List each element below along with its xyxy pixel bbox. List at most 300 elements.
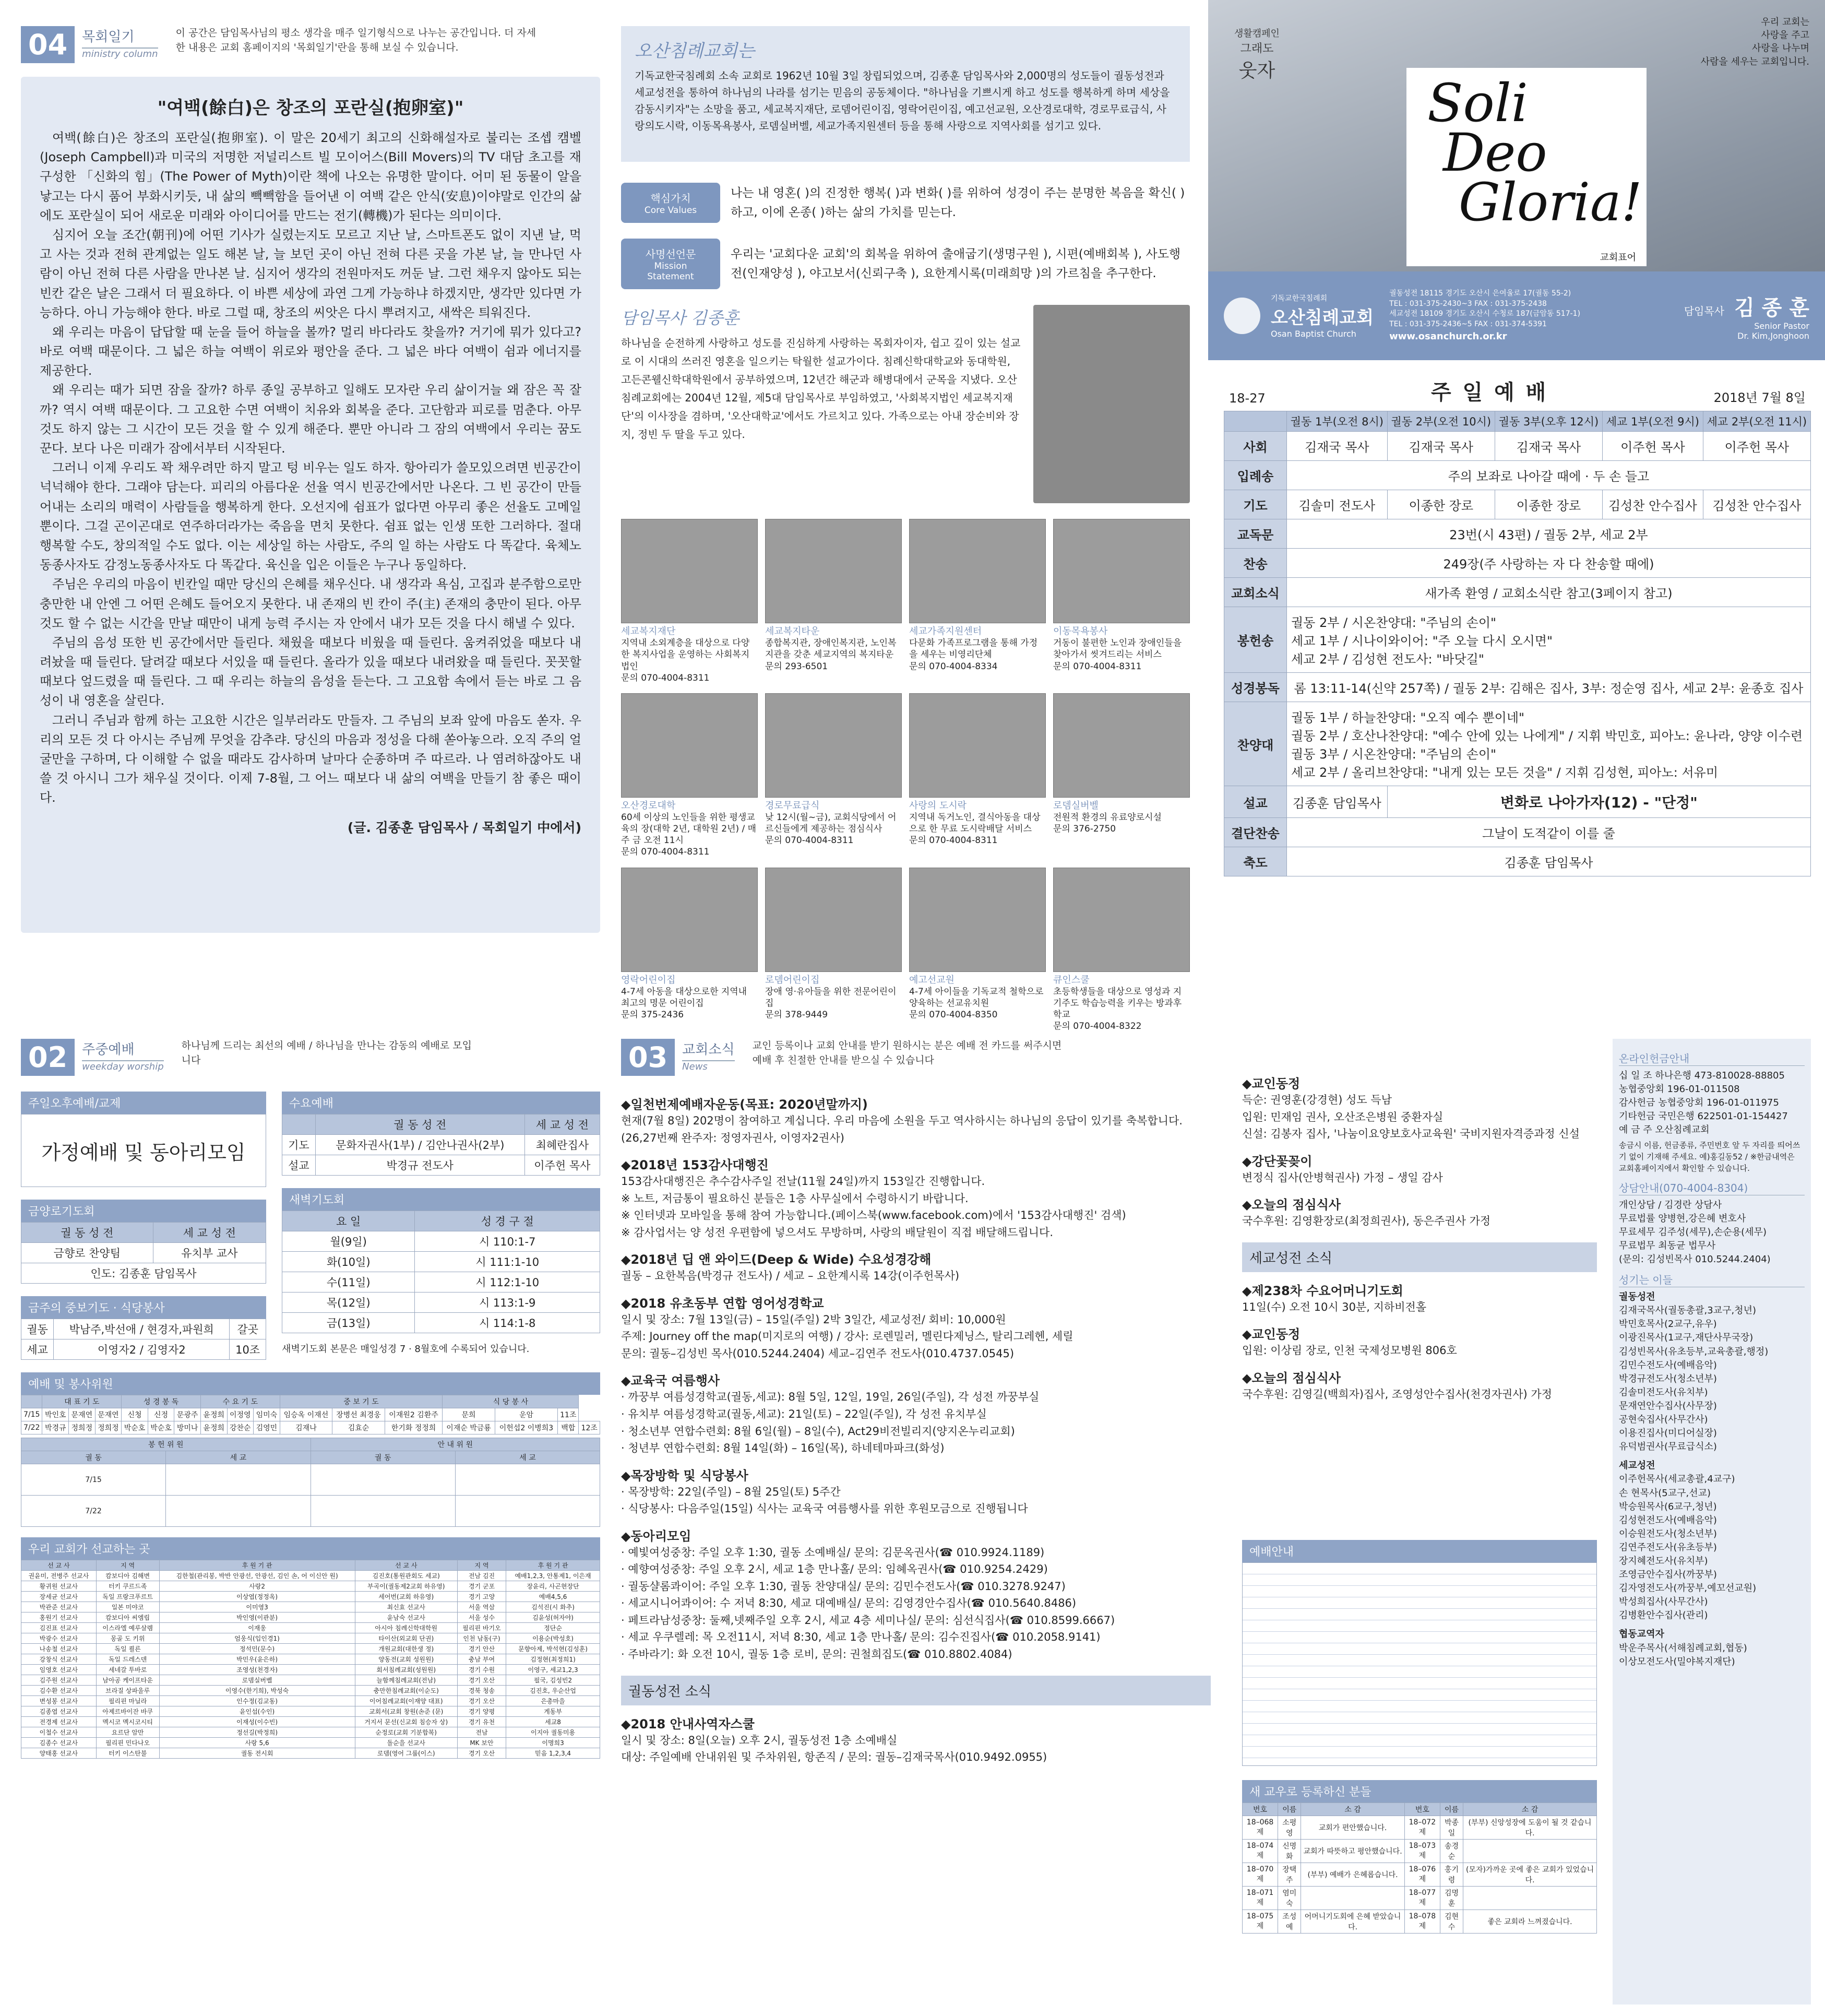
line: 세교 2부 / 올리브찬양대: "내게 있는 모든 것을" / 지휘 김성현, 피아노: 서유미	[1291, 765, 1719, 780]
news-heading: ◆2018년 153감사대행진	[621, 1158, 769, 1173]
cell: 경북 청송	[457, 1686, 506, 1696]
cell: 신명화	[1278, 1840, 1301, 1863]
worship-schedule-table	[1242, 1562, 1597, 1766]
cell: 18–073제	[1404, 1840, 1440, 1863]
pastor-info	[1684, 291, 1809, 341]
counseling-line: 무료세무 김주성(세무),손순용(세무)	[1619, 1226, 1767, 1238]
worship-row	[1224, 578, 1811, 607]
table-row	[21, 1421, 600, 1434]
table-row	[21, 1665, 600, 1675]
cell	[1463, 1840, 1597, 1863]
ministry-name: 이동목욕봉사	[1053, 626, 1108, 637]
table-row	[1243, 1816, 1597, 1840]
address-line: 세교성전 18109 경기도 오산시 수청로 187(금암동 517-1)	[1389, 310, 1581, 318]
col-header: 식 당 봉 사	[443, 1395, 579, 1408]
cell: 독일 쾰른	[96, 1644, 159, 1654]
cell: 박민우(윤은하)	[159, 1654, 355, 1665]
cell: 세 교	[455, 1451, 600, 1464]
ministry-phone: 문의 070-4004-8311	[765, 835, 854, 846]
news-text: · 예빛여성중창: 주일 오후 1:30, 궐동 소예배실/ 문의: 김문옥권사(☎ 010.9924.1189)	[621, 1546, 1045, 1559]
cell: 이미영3	[159, 1602, 355, 1612]
staff-group-label: 협동교역자	[1619, 1629, 1664, 1640]
cell: 순정로(교회 기분합복)	[355, 1727, 457, 1738]
cell: 필리핀 마닐라	[96, 1696, 159, 1706]
cell: 김한철(관리봉, 박반 안광선, 안광선, 김인 손, 어 이신안 원)	[159, 1571, 355, 1581]
news-heading: ◆일천번제예배자운동(목표: 2020년말까지)	[621, 1097, 868, 1112]
table-row	[21, 1633, 600, 1644]
cell: 18–071제	[1243, 1887, 1278, 1910]
cell: 경기 오산	[457, 1675, 506, 1686]
section-number: 03	[621, 1039, 675, 1076]
ministry-photo	[1053, 519, 1190, 623]
cell: 필리핀 민다나오	[96, 1738, 159, 1748]
cell: 김진표 선교사	[21, 1623, 97, 1633]
section-description: 교인 등록이나 교회 안내를 받기 원하시는 분은 예배 전 카드를 써주시면 예배 후 친절한 안내를 받으실 수 있습니다	[752, 1040, 1062, 1066]
staff-line: 김재국목사(궐동총괄,3교구,청년)	[1619, 1305, 1756, 1317]
line: 궐동 3부 / 시온찬양대: "주님의 손이"	[1291, 747, 1497, 762]
cell: 정희정	[95, 1421, 122, 1434]
essay-paragraph: 그러니 주님과 함께 하는 고요한 시간은 일부러라도 만들자. 그 주님의 보좌 앞에 마음도 쏟자. 우리의 모든 것 다 아시는 주님께 무엇을 감추랴. 당신의 마음과 정성을 다해 쏟아놓으라. 오직 주의 얼굴만을 구하며, 다 이해할 수 없을 때라도 감사하며 날마다 순종하며 주 따르라. 나 염려하잖아도 내 쓸 것 아시니 그가 채우실 것이다. 이제 7-8월, 그 어느 때보다 내 삶의 여백을 만들기 참 좋은 때이다.	[40, 713, 581, 805]
cell: 세네갈 투바로	[96, 1665, 159, 1675]
table-row	[21, 1623, 600, 1633]
line: 궐동 2부 / 시온찬양대: "주님의 손이"	[1291, 615, 1497, 630]
cell	[1463, 1887, 1597, 1910]
cell: 김종엽 선교사	[21, 1706, 97, 1717]
ministry-card	[621, 519, 758, 684]
denomination: 기독교한국침례회	[1271, 294, 1328, 303]
missions-table	[21, 1560, 600, 1759]
table-header-row	[282, 1211, 600, 1231]
weekday-top	[21, 1092, 600, 1360]
col-header: 중 보 기 도	[280, 1395, 443, 1408]
section-subtitle: News	[682, 1061, 708, 1072]
cell: 터키 이스탄불	[96, 1748, 159, 1759]
cell: 인도: 김종훈 담임목사	[21, 1263, 266, 1284]
title-line: Soli	[1427, 73, 1528, 134]
staff-line: 문재연안수집사(사무장)	[1619, 1400, 1717, 1412]
ministry-card	[765, 519, 902, 684]
church-name-en: Osan Baptist Church	[1271, 329, 1356, 339]
cell	[1287, 702, 1811, 786]
address-line: 궐동성전 18115 경기도 오산시 은여울로 17(궐동 55-2)	[1389, 289, 1571, 298]
pastor-name: 김 종 훈	[1734, 295, 1809, 320]
essay-signature: (글. 김종훈 담임목사 / 목회일기 中에서)	[347, 820, 581, 835]
cell: 김수환 선교사	[21, 1686, 97, 1696]
cell: 게동부	[506, 1706, 600, 1717]
news-text: 153감사대행진은 추수감사주일 전날(11월 24일)까지 153일간 진행합니다.	[621, 1175, 985, 1188]
table-row	[282, 1135, 600, 1155]
cell: 7/22	[21, 1496, 166, 1527]
cell: 박남주,박선애 / 현경자,파원희	[54, 1319, 230, 1339]
essay-paragraph: 왜 우리는 마음이 답답할 때 눈을 들어 하늘을 볼까? 멀리 바다라도 찾을까? 거기에 뭐가 있다고? 바로 여백 때문이다. 그 넓은 하늘 여백이 위로와 평안을 준다. 그 넓은 바다 여백이 쉼과 에너지를 제공한다.	[40, 324, 581, 378]
cell: 김솔미 전도사	[1287, 490, 1388, 519]
sermon-preacher: 김종훈 담임목사	[1287, 786, 1388, 818]
afternoon-worship-value: 가정예배 및 동아리모임	[21, 1114, 266, 1187]
mission-label: 사명선언문	[645, 248, 696, 260]
counseling-line: (문의: 김성빈목사 010.5244.2404)	[1619, 1254, 1771, 1265]
cell: 김정현(최정희1)	[506, 1654, 600, 1665]
cell: 필국, 김성빈2	[506, 1675, 600, 1686]
cell: 소 감	[1301, 1803, 1404, 1816]
staff-line: 장지혜전도사(유치부)	[1619, 1555, 1708, 1567]
online-offering-line: 농협중앙회 196-01-011508	[1619, 1084, 1740, 1095]
news-heading: ◆목장방학 및 식당봉사	[621, 1468, 748, 1483]
cell: 윤정희	[200, 1421, 227, 1434]
cell: 문향아제, 박석현(김성훈)	[506, 1644, 600, 1654]
cell: 목(12일)	[282, 1292, 415, 1313]
ministry-photo	[1053, 693, 1190, 798]
section-header	[21, 26, 600, 63]
col-header: 성 경 봉 독	[122, 1395, 201, 1408]
essay-paragraph: 여백(餘白)은 창조의 포란실(抱卵室). 이 말은 20세기 최고의 신화해설자로 불리는 조셉 캠벨(Joseph Campbell)과 미국의 저명한 저널리스트 빌 모이어스(Bill Movers)의 TV 대담 초고를 재구성한 「신화의 힘」(The Power of Myth)이란 책에 나오는 유명한 말이다. 어미 된 동물이 알을 낳고는 다시 품어 부화시키듯, 내 삶의 빽빽함을 들어낸 이 여백 같은 안식(安息)이야말로 인간의 삶에도 포란실이 되어 새로운 미래와 아이디어를 만드는 전기(轉機)가 된다는 의미이다.	[40, 131, 581, 223]
cover-title	[1406, 68, 1647, 266]
cell: 서울 성수	[457, 1612, 506, 1623]
cell: 세어번(교회 하유영)	[355, 1592, 457, 1602]
cell: 이름	[1440, 1803, 1463, 1816]
cell: 이영구, 세교1,2,3	[506, 1665, 600, 1675]
cell: 아제르바이잔 바쿠	[96, 1706, 159, 1717]
cell: 시 113:1-9	[415, 1292, 600, 1313]
table-row	[21, 1496, 600, 1527]
cell: 정단순	[506, 1623, 600, 1633]
cell: 교회서(교회 창원(손준 (문)	[355, 1706, 457, 1717]
sekyo-news-header: 세교성전 소식	[1242, 1242, 1597, 1272]
worship-row	[1224, 847, 1811, 876]
cell: 소평영	[1278, 1816, 1301, 1840]
intercession-header: 금주의 중보기도 · 식당봉사	[21, 1296, 266, 1319]
worship-row	[1224, 818, 1811, 847]
cell: 개원교회(대한생 정)	[355, 1644, 457, 1654]
counseling-line: 무료법률 양병현,강은혜 변호사	[1619, 1213, 1746, 1224]
online-offering-line: 예 금 주 오산침례교회	[1619, 1124, 1710, 1136]
cell: 김진호(통원관회도 세교)	[355, 1571, 457, 1581]
cell: 이지아 궐동미용	[506, 1727, 600, 1738]
cell: 세 교	[166, 1451, 311, 1464]
cell: 번호	[1243, 1803, 1278, 1816]
cell: 이영자2 / 김영자2	[54, 1339, 230, 1360]
section-name: 주중예배	[82, 1039, 163, 1061]
row-label: 교회소식	[1224, 578, 1287, 607]
ministry-phone: 문의 375-2436	[621, 1010, 684, 1021]
line: 세교 1부 / 시나이와이어: "주 오늘 다시 오시면"	[1291, 634, 1553, 648]
church-intro-box	[621, 26, 1190, 162]
friday-prayer-table	[21, 1222, 266, 1284]
staff-line: 손 현목사(5교구,선교)	[1619, 1487, 1711, 1499]
table-row	[21, 1748, 600, 1759]
staff-line: 이승원전도사(청소년부)	[1619, 1528, 1717, 1539]
news-text: 궐동 – 요한복음(박경규 전도사) / 세교 – 요한계시록 14강(이주헌목사)	[621, 1270, 960, 1283]
motto-line: 사람을 세우는 교회입니다.	[1700, 56, 1809, 67]
ministry-photo	[621, 693, 758, 798]
dawn-prayer-header: 새벽기도회	[282, 1188, 600, 1211]
section-number: 04	[21, 26, 75, 63]
cell: 7/15	[21, 1408, 42, 1421]
cell: 18–068제	[1243, 1816, 1278, 1840]
worship-row	[1224, 673, 1811, 702]
pastor-photo	[1033, 305, 1190, 503]
cell: 갈곳	[230, 1319, 266, 1339]
ministry-photo-grid	[621, 519, 1190, 1032]
cell: 김재국 목사	[1387, 432, 1495, 461]
mission-en: Mission Statement	[647, 261, 694, 282]
section-description: 하나님께 드리는 최선의 예배 / 하나님을 만나는 감동의 예배로 모입니다	[181, 1040, 472, 1066]
news-heading: ◆교인동정	[1242, 1327, 1301, 1342]
counseling-header: 상담안내(070-4004-8304)	[1619, 1180, 1805, 1195]
weekday-right-col	[282, 1092, 600, 1360]
ministry-name: 오산경로대학	[621, 800, 676, 811]
cell: 김성찬 안수집사	[1703, 490, 1810, 519]
cell: 이종한 장로	[1387, 490, 1495, 519]
cell: 터키 쿠르드족	[96, 1581, 159, 1592]
cell: 타이산(외교회 단권)	[355, 1633, 457, 1644]
motto-line: 사랑을 나누며	[1751, 43, 1809, 54]
cell: 이용순(박성호)	[506, 1633, 600, 1644]
staff-line: 유덕범권사(무료급식소)	[1619, 1441, 1717, 1453]
cell: 김종훈 담임목사	[1287, 847, 1811, 876]
news-heading: ◆오늘의 점심식사	[1242, 1370, 1341, 1385]
staff-line: 김성현전도사(예배음악)	[1619, 1514, 1717, 1526]
cell: 윤정희	[200, 1408, 227, 1421]
website-link[interactable]: www.osanchurch.or.kr	[1389, 330, 1507, 342]
ministry-phone: 문의 376-2750	[1053, 824, 1116, 835]
ministry-photo	[1053, 868, 1190, 972]
cell: 요르단 암만	[96, 1727, 159, 1738]
mission-text: 우리는 '교회다운 교회'의 회복을 위하여 출애굽기(생명구원 ), 시편(예배회복 ), 사도행전(인재양성 ), 야고보서(신뢰구축 ), 요한계시록(미래희망 )의 가르침을 추구한다.	[731, 247, 1181, 280]
cell: 회서침례교회(성원원)	[355, 1665, 457, 1675]
church-addresses	[1389, 289, 1580, 343]
cell: 이스라엘 예루살렘	[96, 1623, 159, 1633]
afternoon-worship-header: 주일오후예배/교제	[21, 1092, 266, 1114]
cell: 시 110:1-7	[415, 1231, 600, 1252]
cell: 12조	[579, 1421, 600, 1434]
cell: 궐동 전시회	[159, 1748, 355, 1759]
ministry-caption	[1053, 800, 1190, 835]
pastor-role-en: Senior Pastor	[1754, 321, 1809, 331]
cell: 이재성(이수빈)	[159, 1717, 355, 1727]
news-text: 주제: Journey off the map(미지로의 여행) / 강사: 로렌밀러, 멜린다제닝스, 탈리그레헨, 세릴	[621, 1330, 1073, 1343]
cell: 일본 미야코	[96, 1602, 159, 1612]
new-members-header: 새 교우로 등록하신 분들	[1242, 1780, 1597, 1802]
table-row	[21, 1339, 266, 1360]
news-heading: ◆교인동정	[1242, 1076, 1301, 1091]
table-row	[21, 1738, 600, 1748]
ministry-photo	[765, 868, 902, 972]
cell: 박종일	[1440, 1816, 1463, 1840]
usher-committee-table	[21, 1438, 600, 1527]
cell: 18–075제	[1243, 1910, 1278, 1934]
cell: 새가족 환영 / 교회소식란 참고(3페이지 참고)	[1287, 578, 1811, 607]
pastor-bio: 하나님을 순전하게 사랑하고 성도를 진심하게 사랑하는 목회자이자, 쉽고 깊이 있는 설교로 이 시대의 쓰러진 영혼을 일으키는 탁월한 설교가이다. 침례신학대학교와 동대학원, 고든콘웰신학대학원에서 공부하였으며, 12년간 해군과 해병대에서 군목을 지냈다. 오산침례교회에는 2004년 12월, 제5대 담임목사로 부임하였고, '사회복지법인 세교복지재단'의 이사장을 겸하며, '오산대학교'에서도 가르치고 있다. 가족으로는 아내 장순비와 장지, 정빈 두 딸을 두고 있다.	[621, 337, 1021, 441]
campaign-slogan: 웃자	[1238, 60, 1275, 81]
staff-line: 박성희집사(사무간사)	[1619, 1596, 1708, 1608]
cell: 아시아 침례신학대학원	[355, 1623, 457, 1633]
cell: 홍원기 선교사	[21, 1612, 97, 1623]
cell: 사랑2	[159, 1581, 355, 1592]
table-subheader-row	[21, 1451, 600, 1464]
cell: 이헌섭2 이병희3	[495, 1421, 557, 1434]
cell: 이주헌 목사	[1603, 432, 1703, 461]
news-heading: ◆강단꽃꽂이	[1242, 1154, 1313, 1169]
worship-date: 2018년 7월 8일	[1713, 390, 1806, 405]
line: 궐동 2부 / 호산나찬양대: "예수 안에 있는 나에게" / 지휘 박민호, 피아노: 윤나라, 양양 이수련	[1291, 729, 1803, 743]
ministry-card	[1053, 693, 1190, 858]
table-row	[21, 1408, 600, 1421]
cell: 이철수 선교사	[21, 1727, 97, 1738]
staff-line: 김병환안수집사(관리)	[1619, 1610, 1708, 1621]
row-label: 성경봉독	[1224, 673, 1287, 702]
cell: 로뎀실버벨	[159, 1675, 355, 1686]
church-intro-page	[621, 26, 1190, 1032]
cell: 18–078제	[1404, 1910, 1440, 1934]
cell: 김성찬 안수집사	[1603, 490, 1703, 519]
title-line: Deo	[1443, 122, 1547, 183]
cell: 기도	[282, 1135, 316, 1155]
row-label: 결단찬송	[1224, 818, 1287, 847]
ministry-name: 로뎀실버벨	[1053, 800, 1099, 811]
cell: 김주원 선교사	[21, 1675, 97, 1686]
table-header-row	[1243, 1803, 1597, 1816]
table-row	[282, 1292, 600, 1313]
cell: 장세균 선교사	[21, 1592, 97, 1602]
ministry-photo	[621, 519, 758, 623]
cell: 문화자권사(1부) / 김안나권사(2부)	[315, 1135, 524, 1155]
ministry-caption	[621, 625, 758, 684]
staff-line: 박운주목사(서해침례교회,협동)	[1619, 1642, 1747, 1654]
pastor-role: 담임목사	[1684, 304, 1725, 317]
ministry-card	[621, 868, 758, 1033]
cell: 이정영	[227, 1408, 254, 1421]
news-mid-col	[1242, 1065, 1597, 1403]
ministry-card	[909, 519, 1046, 684]
ministry-caption	[621, 800, 758, 858]
staff-line: 조영금안수집사(까꿍부)	[1619, 1569, 1717, 1581]
cell: 이영수(한기희), 박성숙	[159, 1686, 355, 1696]
cell: 엄웅식(입인경1)	[159, 1633, 355, 1644]
ministry-photo	[909, 868, 1046, 972]
cell	[166, 1496, 311, 1527]
cell: 설교	[282, 1155, 316, 1176]
news-text: · 유치부 여름성경학교(궐동,세교): 21일(토) – 22일(주일), 각 성전 유치부실	[621, 1408, 987, 1421]
staff-group-label: 궐동성전	[1619, 1291, 1655, 1303]
service-committee-table	[21, 1395, 600, 1434]
cell: 믿음 1,2,3,4	[506, 1748, 600, 1759]
cell: 독일 프랑크푸르트	[96, 1592, 159, 1602]
online-offering-note: 송금시 이름, 헌금종류, 주민번호 앞 두 자리를 띄어쓰기 없이 기재해 주세요. 예)홍길동52 / ※한금내역은 교회홈페이지에서 확인할 수 있습니다.	[1619, 1141, 1800, 1173]
cell: 교회가 따뜻하고 평안했습니다.	[1301, 1840, 1404, 1863]
cell: 시 114:1-8	[415, 1313, 600, 1333]
table-row	[282, 1313, 600, 1333]
cell: 신정	[148, 1408, 174, 1421]
cell: 양동전(교회 성원원)	[355, 1654, 457, 1665]
cell: 박순호	[122, 1421, 148, 1434]
cell: 김효순	[332, 1421, 385, 1434]
cell: 운암	[495, 1408, 557, 1421]
ministry-desc: 종합복지관, 장애인복지관, 노인복지관을 갖춘 세교지역의 복지타운	[765, 638, 897, 660]
cell: 이상엽(정정옥)	[159, 1592, 355, 1602]
ministry-card	[1053, 868, 1190, 1033]
news-text: 입원: 이상림 장로, 인천 국제성모병원 806호	[1242, 1344, 1457, 1357]
motto-line: 사랑을 주고	[1761, 30, 1809, 41]
news-text: · 식당봉사: 다음주일(15일) 식사는 교육국 여름행사를 위한 후원모금으로 진행됩니다	[621, 1502, 1028, 1515]
cell: 김명훈	[1440, 1887, 1463, 1910]
cell: 경기 양평	[457, 1706, 506, 1717]
ministry-caption	[765, 974, 902, 1021]
col-header: 궐동 1부(오전 8시)	[1287, 411, 1388, 432]
ministry-desc: 전원적 환경의 유료양로시설	[1053, 812, 1162, 823]
cell: 성 경 구 절	[415, 1211, 600, 1231]
section-subtitle: ministry column	[82, 49, 158, 60]
cell: 예배4,5,6	[506, 1592, 600, 1602]
phone-line: TEL : 031-375-2436~5 FAX : 031-374-5391	[1389, 320, 1547, 328]
cell: 시 111:1-10	[415, 1252, 600, 1272]
cell: 방미나	[174, 1421, 201, 1434]
cell: 변성봉 선교사	[21, 1696, 97, 1706]
campaign-line: 그래도	[1240, 42, 1274, 55]
service-committee-header: 예배 및 봉사위원	[21, 1372, 600, 1395]
table-header-row	[21, 1395, 600, 1408]
cell: 좋은 교회라 느껴졌습니다.	[1463, 1910, 1597, 1934]
cell: 23번(시 43편) / 궐동 2부, 세교 2부	[1287, 519, 1811, 549]
staff-line: 박민호목사(2교구,유우)	[1619, 1319, 1717, 1330]
ministry-desc: 지역내 독거노인, 결식아동을 대상으로 한 무료 도시락배달 서비스	[909, 812, 1041, 835]
cell: (부부) 신앙성장에 도움이 될 것 같습니다.	[1463, 1816, 1597, 1840]
cell: 인천 남동(구)	[457, 1633, 506, 1644]
section-header	[21, 1039, 600, 1076]
cell: 독일 드레스덴	[96, 1654, 159, 1665]
cell: 충남 부여	[457, 1654, 506, 1665]
wednesday-worship-table	[282, 1114, 600, 1176]
cell: 이주헌 목사	[524, 1155, 600, 1176]
cell: 장택주	[1278, 1863, 1301, 1887]
cell: 조성예	[1278, 1910, 1301, 1934]
news-heading: ◆제238차 수요어머니기도회	[1242, 1283, 1403, 1298]
table-row	[21, 1571, 600, 1581]
cell: 정희정	[69, 1421, 96, 1434]
ministry-desc: 지역내 소외계층을 대상으로 다양한 복지사업을 운영하는 사회복지법인	[621, 638, 750, 672]
cell: 돌순을 선교사	[355, 1738, 457, 1748]
wednesday-worship-header: 수요예배	[282, 1092, 600, 1114]
news-text: 국수후원: 김영길(백희자)집사, 조영성안수집사(천경자권사) 가정	[1242, 1388, 1552, 1401]
cell: 시 112:1-10	[415, 1272, 600, 1292]
cell: 임승옥 이재선	[280, 1408, 332, 1421]
cell: 18–077제	[1404, 1887, 1440, 1910]
section-number: 02	[21, 1039, 75, 1076]
row-label: 설교	[1224, 786, 1287, 818]
cell: 이름	[1278, 1803, 1301, 1816]
pastor-heading: 담임목사 김종훈	[621, 308, 739, 328]
worship-row	[1224, 490, 1811, 519]
church-logo-icon	[1224, 298, 1260, 334]
table-row	[282, 1272, 600, 1292]
page-03	[621, 1039, 1816, 2005]
staff-line: 이광진목사(1교구,재단사무국장)	[1619, 1332, 1754, 1344]
worship-row	[1224, 786, 1811, 818]
ministry-photo	[909, 519, 1046, 623]
cell: 이재순 박금룡	[443, 1421, 495, 1434]
news-text: 변정식 집사(안병혁권사) 가정 – 생일 감사	[1242, 1171, 1443, 1184]
cell	[455, 1464, 600, 1496]
cell: 정선길(박정희)	[159, 1727, 355, 1738]
worship-schedule	[1242, 1540, 1597, 1766]
online-offering-line: 감사헌금 농협중앙회 196-01-011975	[1619, 1097, 1779, 1109]
cell: 장윤리, 사곤현장단	[506, 1581, 600, 1592]
cell: 사랑 5,6	[159, 1738, 355, 1748]
sermon-title: 변화로 나아가자(12) - "단정"	[1387, 786, 1810, 818]
cell: 전남	[457, 1727, 506, 1738]
table-row	[21, 1644, 600, 1654]
cell	[311, 1464, 455, 1496]
news-text: 문의: 궐동–김성빈 목사(010.5244.2404) 세교–김연주 전도사(010.4737.0545)	[621, 1347, 1015, 1360]
